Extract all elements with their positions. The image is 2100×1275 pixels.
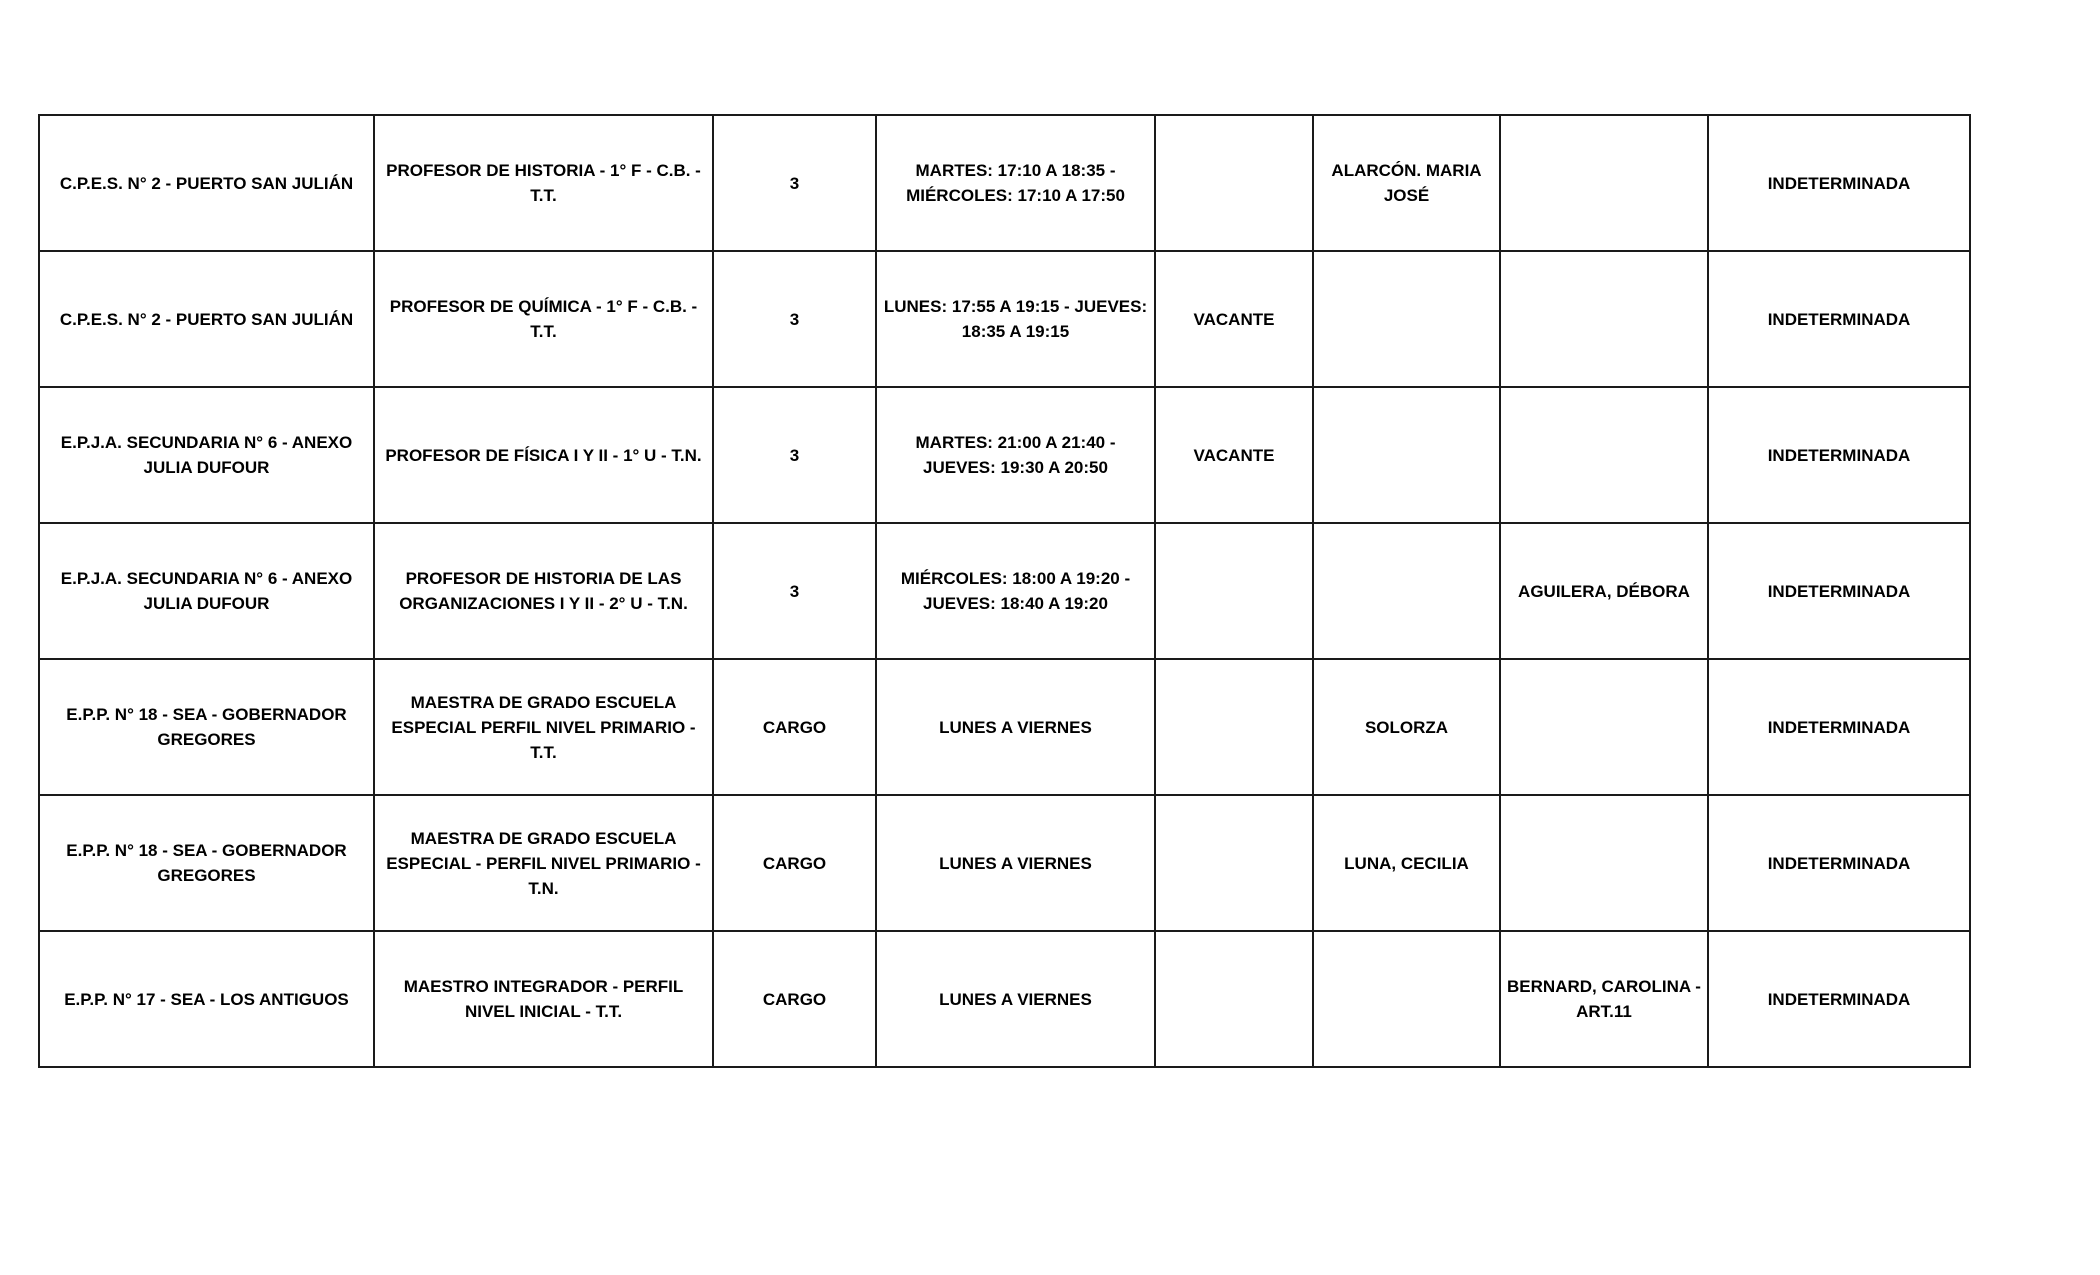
cell-duration: INDETERMINADA [1708, 523, 1970, 659]
cell-holder [1313, 387, 1500, 523]
cell-duration: INDETERMINADA [1708, 115, 1970, 251]
cell-status [1155, 115, 1313, 251]
cell-hours: CARGO [713, 795, 876, 931]
cell-substitute [1500, 251, 1708, 387]
cell-school: C.P.E.S. N° 2 - PUERTO SAN JULIÁN [39, 115, 374, 251]
cell-hours: CARGO [713, 659, 876, 795]
table-row [39, 115, 1970, 251]
cell-hours: CARGO [713, 931, 876, 1067]
cell-schedule: LUNES A VIERNES [876, 659, 1155, 795]
cell-status [1155, 523, 1313, 659]
cell-holder: ALARCÓN. MARIA JOSÉ [1313, 115, 1500, 251]
cell-position: PROFESOR DE FÍSICA I Y II - 1° U - T.N. [374, 387, 713, 523]
cell-status [1155, 931, 1313, 1067]
cell-status: VACANTE [1155, 251, 1313, 387]
cell-hours: 3 [713, 251, 876, 387]
cell-duration: INDETERMINADA [1708, 387, 1970, 523]
cell-holder: SOLORZA [1313, 659, 1500, 795]
cell-holder [1313, 251, 1500, 387]
cell-substitute [1500, 115, 1708, 251]
cell-school: C.P.E.S. N° 2 - PUERTO SAN JULIÁN [39, 251, 374, 387]
table-row [39, 659, 1970, 795]
table-row [39, 251, 1970, 387]
cell-duration: INDETERMINADA [1708, 795, 1970, 931]
cell-holder [1313, 931, 1500, 1067]
vacancy-table [38, 114, 1971, 1068]
cell-school: E.P.J.A. SECUNDARIA N° 6 - ANEXO JULIA DUFOUR [39, 523, 374, 659]
cell-schedule: LUNES A VIERNES [876, 795, 1155, 931]
cell-schedule: MARTES: 21:00 A 21:40 - JUEVES: 19:30 A 20:50 [876, 387, 1155, 523]
table-row [39, 795, 1970, 931]
cell-substitute: BERNARD, CAROLINA - ART.11 [1500, 931, 1708, 1067]
cell-schedule: MARTES: 17:10 A 18:35 - MIÉRCOLES: 17:10 A 17:50 [876, 115, 1155, 251]
cell-hours: 3 [713, 387, 876, 523]
cell-position: MAESTRA DE GRADO ESCUELA ESPECIAL PERFIL NIVEL PRIMARIO - T.T. [374, 659, 713, 795]
table-row [39, 523, 1970, 659]
cell-status: VACANTE [1155, 387, 1313, 523]
cell-school: E.P.J.A. SECUNDARIA N° 6 - ANEXO JULIA DUFOUR [39, 387, 374, 523]
cell-position: MAESTRO INTEGRADOR - PERFIL NIVEL INICIAL - T.T. [374, 931, 713, 1067]
table-row [39, 931, 1970, 1067]
cell-status [1155, 659, 1313, 795]
cell-position: MAESTRA DE GRADO ESCUELA ESPECIAL - PERFIL NIVEL PRIMARIO - T.N. [374, 795, 713, 931]
cell-substitute: AGUILERA, DÉBORA [1500, 523, 1708, 659]
cell-school: E.P.P. N° 17 - SEA - LOS ANTIGUOS [39, 931, 374, 1067]
cell-hours: 3 [713, 115, 876, 251]
cell-schedule: LUNES: 17:55 A 19:15 - JUEVES: 18:35 A 19:15 [876, 251, 1155, 387]
cell-schedule: LUNES A VIERNES [876, 931, 1155, 1067]
table-row [39, 387, 1970, 523]
cell-duration: INDETERMINADA [1708, 659, 1970, 795]
cell-school: E.P.P. N° 18 - SEA - GOBERNADOR GREGORES [39, 659, 374, 795]
cell-hours: 3 [713, 523, 876, 659]
cell-holder [1313, 523, 1500, 659]
cell-schedule: MIÉRCOLES: 18:00 A 19:20 - JUEVES: 18:40 A 19:20 [876, 523, 1155, 659]
cell-substitute [1500, 795, 1708, 931]
cell-substitute [1500, 659, 1708, 795]
cell-substitute [1500, 387, 1708, 523]
cell-status [1155, 795, 1313, 931]
cell-school: E.P.P. N° 18 - SEA - GOBERNADOR GREGORES [39, 795, 374, 931]
cell-holder: LUNA, CECILIA [1313, 795, 1500, 931]
cell-position: PROFESOR DE HISTORIA DE LAS ORGANIZACIONES I Y II - 2° U - T.N. [374, 523, 713, 659]
cell-position: PROFESOR DE HISTORIA - 1° F - C.B. - T.T. [374, 115, 713, 251]
cell-duration: INDETERMINADA [1708, 251, 1970, 387]
cell-duration: INDETERMINADA [1708, 931, 1970, 1067]
cell-position: PROFESOR DE QUÍMICA - 1° F - C.B. - T.T. [374, 251, 713, 387]
